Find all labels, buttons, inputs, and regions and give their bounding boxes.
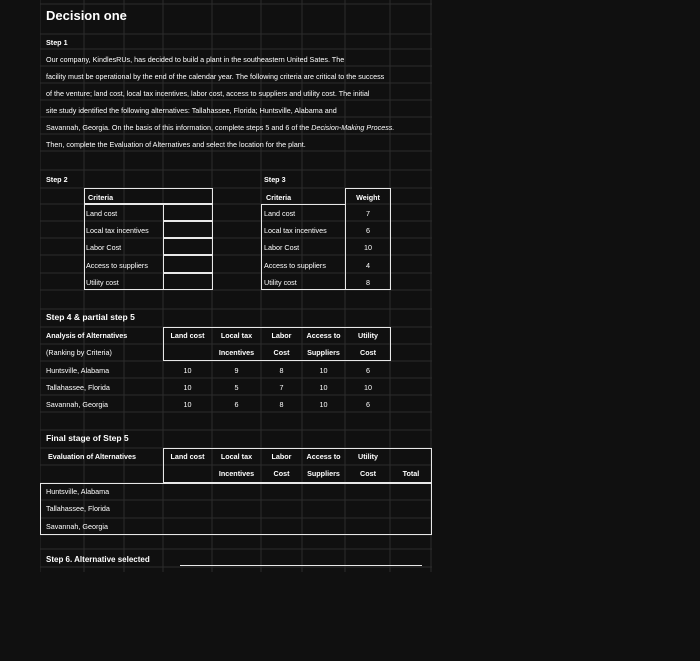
step2-criteria-header: Criteria	[88, 193, 114, 202]
step3-weight-value: 6	[366, 226, 370, 235]
final-col-header: Local tax	[220, 452, 253, 461]
step3-weight-value: 4	[366, 261, 370, 270]
step4-col-header: Access to	[306, 331, 341, 340]
step4-cell: 10	[319, 366, 328, 375]
final-col-header: Utility	[358, 452, 378, 461]
final-row-label: Huntsville, Alabama	[46, 487, 110, 496]
step4-cell: 6	[366, 400, 370, 409]
step6-label: Step 6. Alternative selected	[46, 555, 150, 564]
step3-weight-value: 8	[366, 278, 370, 287]
step3-weight-value: 10	[364, 243, 372, 252]
step3-criterion: Utility cost	[264, 278, 297, 287]
step4-row-label: Tallahassee, Florida	[46, 383, 110, 392]
step4-col-header: Cost	[273, 348, 290, 357]
step2-blank-cell	[163, 204, 213, 221]
worksheet	[40, 0, 432, 572]
step6-answer-line[interactable]	[180, 565, 422, 566]
step4-col-header: Cost	[360, 348, 376, 357]
step1-heading: Step 1	[46, 38, 68, 47]
step4-col-header: Utility	[358, 331, 378, 340]
final-col-header: Access to	[306, 452, 341, 461]
step1-line	[46, 123, 394, 132]
final-col-header: Suppliers	[307, 469, 340, 478]
final-col-header: Cost	[273, 469, 290, 478]
final-col-header: Incentives	[218, 469, 255, 478]
step3-criterion: Labor Cost	[264, 243, 300, 252]
step3-heading: Step 3	[264, 175, 286, 184]
step4-cell: 6	[234, 400, 239, 409]
step1-line5-italic: Decision-Making Process.	[311, 123, 395, 132]
step4-col-header: Land cost	[170, 331, 205, 340]
step4-cell: 10	[183, 383, 192, 392]
step4-col-header: Incentives	[218, 348, 255, 357]
step4-cell: 9	[234, 366, 239, 375]
final-col-header-total: Total	[402, 469, 420, 478]
step2-criterion: Utility cost	[86, 278, 119, 287]
step4-col-header: Suppliers	[307, 348, 340, 357]
step2-criterion: Local tax incentives	[86, 226, 149, 235]
step1-line: Our company, KindlesRUs, has decided to build a plant in the southeastern United Sates. The	[46, 55, 345, 64]
step4-cell: 10	[364, 383, 372, 392]
step4-cell: 8	[279, 400, 284, 409]
step2-blank-cell	[163, 238, 213, 255]
step3-criterion: Access to suppliers	[264, 261, 326, 270]
step4-row-label: Savannah, Georgia	[46, 400, 108, 409]
step3-criterion: Local tax incentives	[264, 226, 327, 235]
step3-weight-value: 7	[366, 209, 370, 218]
step4-row-subheader: (Ranking by Criteria)	[46, 348, 112, 357]
step2-criterion: Labor Cost	[86, 243, 122, 252]
final-col-header: Land cost	[170, 452, 205, 461]
step4-cell: 10	[319, 383, 328, 392]
step1-line5-text: Savannah, Georgia. On the basis of this information, complete steps 5 and 6 of the	[46, 123, 312, 132]
final-col-header: Cost	[360, 469, 376, 478]
step4-cell: 7	[279, 383, 284, 392]
step4-col-header: Local tax	[220, 331, 253, 340]
step3-criteria-header: Criteria	[266, 193, 292, 202]
page-title: Decision one	[46, 8, 127, 23]
step4-cell: 10	[183, 400, 192, 409]
step4-row-header: Analysis of Alternatives	[46, 331, 128, 340]
final-col-header: Labor	[271, 452, 292, 461]
final-row-label: Tallahassee, Florida	[46, 504, 110, 513]
step4-heading: Step 4 & partial step 5	[46, 312, 135, 322]
step4-cell: 8	[279, 366, 284, 375]
step2-heading: Step 2	[46, 175, 68, 184]
step1-line: site study identified the following alternatives: Tallahassee, Florida; Huntsville, Alabama and	[46, 106, 337, 115]
step4-cell: 10	[319, 400, 328, 409]
step1-line: facility must be operational by the end of the calendar year. The following criteria are critical to the success	[46, 72, 385, 81]
step1-line: Then, complete the Evaluation of Alternatives and select the location for the plant.	[46, 140, 306, 149]
step4-cell: 5	[234, 383, 239, 392]
step3-criterion: Land cost	[264, 209, 296, 218]
step1-line: of the venture; land cost, local tax incentives, labor cost, access to suppliers and utility cost. The initial	[46, 89, 370, 98]
final-row-header: Evaluation of Alternatives	[48, 452, 137, 461]
step3-weight-header: Weight	[356, 193, 380, 202]
step2-blank-cell	[163, 255, 213, 273]
step2-blank-cell	[163, 273, 213, 290]
step4-cell: 10	[183, 366, 192, 375]
step4-col-header: Labor	[271, 331, 292, 340]
step2-criterion: Access to suppliers	[86, 261, 148, 270]
step2-blank-cell	[163, 221, 213, 238]
final-row-label: Savannah, Georgia	[46, 522, 108, 531]
final-heading: Final stage of Step 5	[46, 433, 129, 443]
step4-cell: 6	[366, 366, 370, 375]
step3-weight-column	[345, 188, 391, 290]
step4-row-label: Huntsville, Alabama	[46, 366, 110, 375]
step2-criterion: Land cost	[86, 209, 118, 218]
